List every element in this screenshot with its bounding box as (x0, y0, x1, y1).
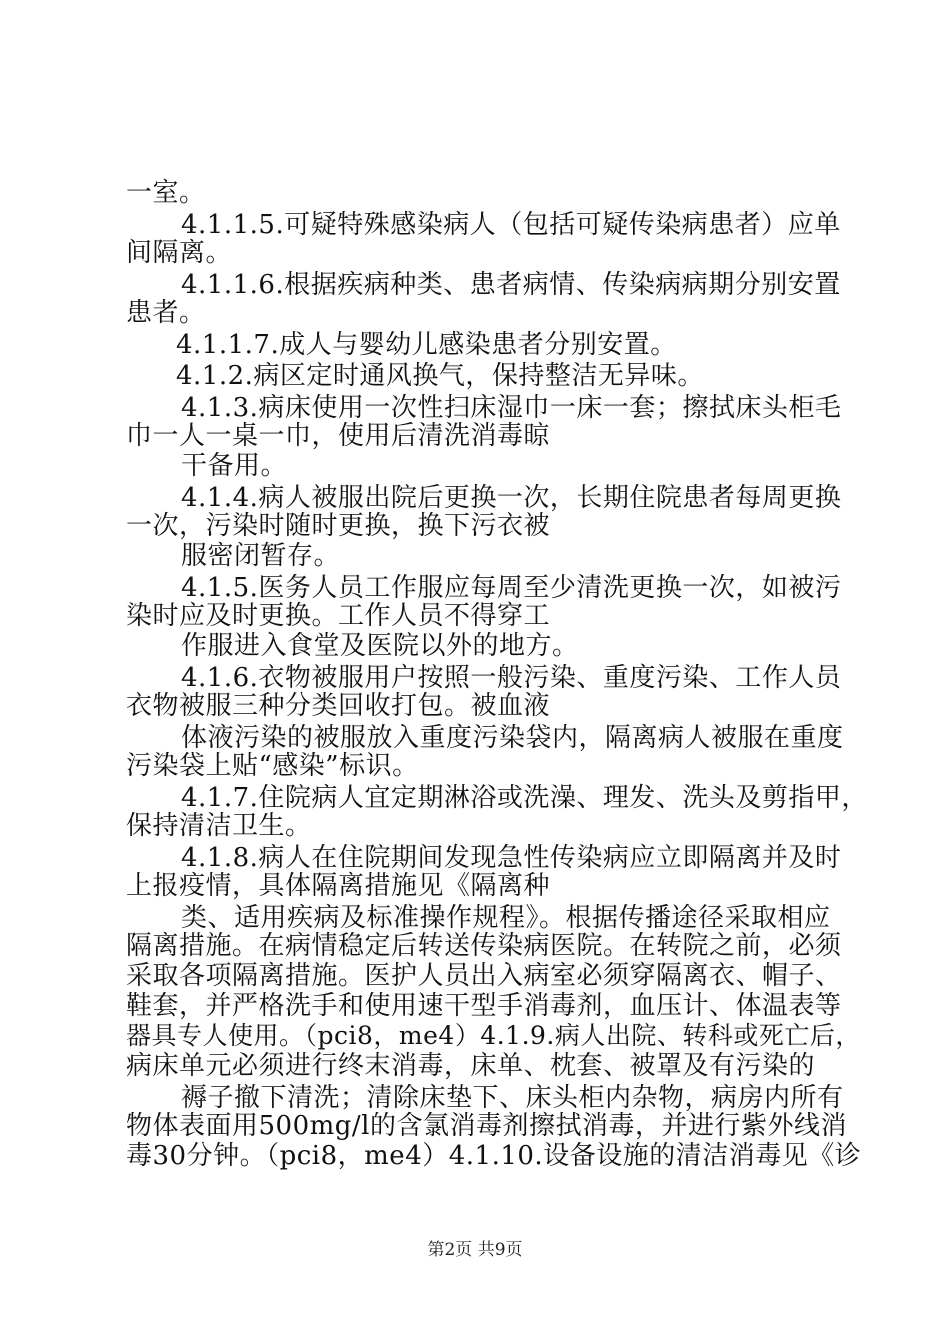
text-line: 4.1.2.病区定时通风换气，保持整洁无异味。 (176, 361, 704, 391)
text-line: 4.1.4.病人被服出院后更换一次，长期住院患者每周更换 (181, 483, 842, 513)
text-line: 污染袋上贴“感染”标识。 (126, 751, 419, 781)
text-line: 器具专人使用。（pci8，me4）4.1.9.病人出院、转科或死亡后， (126, 1021, 861, 1050)
text-line: 褥子撤下清洗；清除床垫下、床头柜内杂物，病房内所有 (181, 1083, 844, 1113)
text-line: 一室。 (126, 178, 206, 208)
text-line: 间隔离。 (126, 238, 233, 268)
text-line: 服密闭暂存。 (181, 541, 341, 571)
text-line: 鞋套，并严格洗手和使用速干型手消毒剂，血压计、体温表等 (126, 991, 842, 1021)
text-line: 4.1.3.病床使用一次性扫床湿巾一床一套；擦拭床头柜毛 (181, 393, 842, 423)
text-line: 毒30分钟。（pci8，me4）4.1.10.设备设施的清洁消毒见《诊 (126, 1141, 862, 1171)
text-line: 一次，污染时随时更换，换下污衣被 (126, 511, 551, 541)
text-line: 衣物被服三种分类回收打包。被血液 (126, 691, 551, 721)
text-line: 4.1.1.5.可疑特殊感染病人（包括可疑传染病患者）应单 (181, 210, 841, 240)
text-line: 4.1.8.病人在住院期间发现急性传染病应立即隔离并及时 (181, 843, 842, 873)
page-number-footer: 第2页 共9页 (427, 1240, 523, 1260)
text-line: 作服进入食堂及医院以外的地方。 (181, 631, 579, 661)
text-line: 4.1.7.住院病人宜定期淋浴或洗澡、理发、洗头及剪指甲， (181, 783, 868, 813)
text-line: 保持清洁卫生。 (126, 811, 312, 841)
text-line: 患者。 (126, 298, 206, 328)
text-line: 采取各项隔离措施。医护人员出入病室必须穿隔离衣、帽子、 (126, 961, 842, 991)
text-line: 体液污染的被服放入重度污染袋内，隔离病人被服在重度 (181, 723, 844, 753)
text-line: 巾一人一桌一巾，使用后清洗消毒晾 (126, 421, 551, 451)
text-line: 染时应及时更换。工作人员不得穿工 (126, 601, 551, 631)
text-line: 4.1.6.衣物被服用户按照一般污染、重度污染、工作人员 (181, 663, 842, 693)
text-line: 4.1.1.6.根据疾病种类、患者病情、传染病病期分别安置 (181, 270, 841, 300)
text-line: 上报疫情，具体隔离措施见《隔离种 (126, 871, 551, 901)
text-line: 病床单元必须进行终末消毒，床单、枕套、被罩及有污染的 (126, 1051, 816, 1081)
text-line: 隔离措施。在病情稳定后转送传染病医院。在转院之前，必须 (126, 931, 842, 961)
text-line: 类、适用疾病及标准操作规程》。根据传播途径采取相应 (181, 903, 831, 933)
text-line: 物体表面用500mg/l的含氯消毒剂擦拭消毒，并进行紫外线消 (126, 1111, 847, 1141)
text-line: 4.1.5.医务人员工作服应每周至少清洗更换一次，如被污 (181, 573, 842, 603)
text-line: 4.1.1.7.成人与婴幼儿感染患者分别安置。 (176, 330, 677, 360)
text-line: 干备用。 (181, 451, 288, 481)
